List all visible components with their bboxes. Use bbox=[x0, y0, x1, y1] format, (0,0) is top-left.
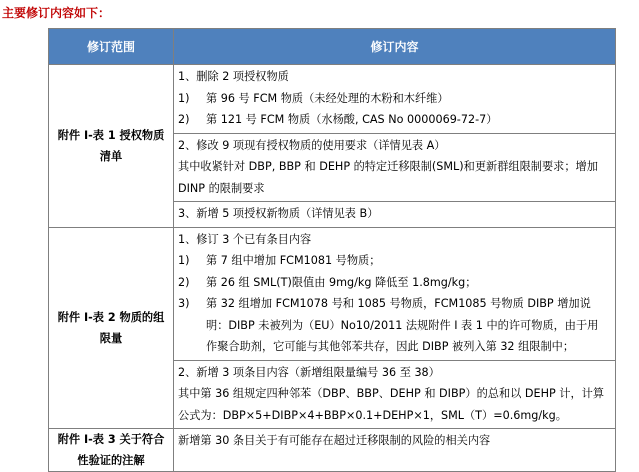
row-scope: 附件 I-表 3 关于符合性验证的注解 bbox=[49, 429, 174, 472]
table-row bbox=[49, 227, 616, 429]
section-title: 2、新增 3 项条目内容（新增组限量编号 36 至 38） bbox=[178, 365, 440, 379]
section-title: 1、修订 3 个已有条目内容 bbox=[178, 232, 312, 246]
section-note: 其中收紧针对 DBP, BBP 和 DEHP 的特定迁移限制(SML)和更新群组限制要求；增加 DINP 的限制要求 bbox=[178, 160, 598, 195]
content-section bbox=[174, 134, 615, 203]
item-text: 第 26 组 SML(T)限值由 9mg/kg 降低至 1.8mg/kg； bbox=[206, 275, 477, 289]
section-title: 1、删除 2 项授权物质 bbox=[178, 70, 289, 83]
revision-table bbox=[48, 28, 616, 472]
item-number: 2) bbox=[178, 275, 190, 289]
section-title: 新增第 30 条目关于有可能存在超过迁移限制的风险的相关内容 bbox=[178, 434, 491, 447]
row-scope: 附件 I-表 2 物质的组限量 bbox=[49, 227, 174, 429]
list-item bbox=[178, 272, 609, 294]
row-content bbox=[174, 65, 616, 228]
item-text: 第 96 号 FCM 物质（未经处理的木粉和木纤维） bbox=[206, 91, 449, 105]
header-content: 修订内容 bbox=[174, 29, 616, 65]
item-text: 第 32 组增加 FCM1078 号和 1085 号物质，FCM1085 号物质 DIBP 增加说明：DIBP 未被列为（EU）No10/2011 法规附件 I 表 1 中的许可物质，由于用作聚合助剂，它可能与其他邻苯共存，因此 DIBP 被列入第 32 组限制中； bbox=[206, 297, 599, 353]
content-section bbox=[174, 65, 615, 134]
list-item bbox=[178, 250, 609, 272]
table-header-row bbox=[49, 29, 616, 65]
table-row bbox=[49, 65, 616, 228]
item-number: 1) bbox=[178, 91, 190, 105]
content-section bbox=[174, 361, 615, 429]
section-note: 其中第 36 组规定四种邻苯（DBP、BBP、DEHP 和 DIBP）的总和以 DEHP 计，计算公式为：DBP×5+DIBP×4+BBP×0.1+DEHP×1，SML（T）=0.6mg/kg。 bbox=[178, 387, 605, 422]
section-title: 2、修改 9 项现有授权物质的使用要求（详情见表 A） bbox=[178, 138, 446, 152]
content-section bbox=[174, 228, 615, 361]
row-content bbox=[174, 429, 616, 472]
item-text: 第 7 组中增加 FCM1081 号物质； bbox=[206, 254, 381, 267]
row-content bbox=[174, 227, 616, 429]
page-heading: 主要修订内容如下： bbox=[2, 6, 111, 20]
header-scope: 修订范围 bbox=[49, 29, 174, 65]
list-item bbox=[178, 88, 609, 110]
row-scope: 附件 I-表 1 授权物质清单 bbox=[49, 65, 174, 228]
list-item bbox=[178, 293, 609, 358]
item-number: 3) bbox=[178, 297, 190, 310]
content-section bbox=[174, 202, 615, 227]
item-number: 2) bbox=[178, 113, 190, 126]
item-number: 1) bbox=[178, 254, 190, 267]
list-item bbox=[178, 109, 609, 131]
item-text: 第 121 号 FCM 物质（水杨酸, CAS No 0000069-72-7） bbox=[206, 113, 498, 126]
content-section bbox=[174, 429, 615, 454]
table-row bbox=[49, 429, 616, 472]
section-title: 3、新增 5 项授权新物质（详情见表 B） bbox=[178, 207, 379, 220]
